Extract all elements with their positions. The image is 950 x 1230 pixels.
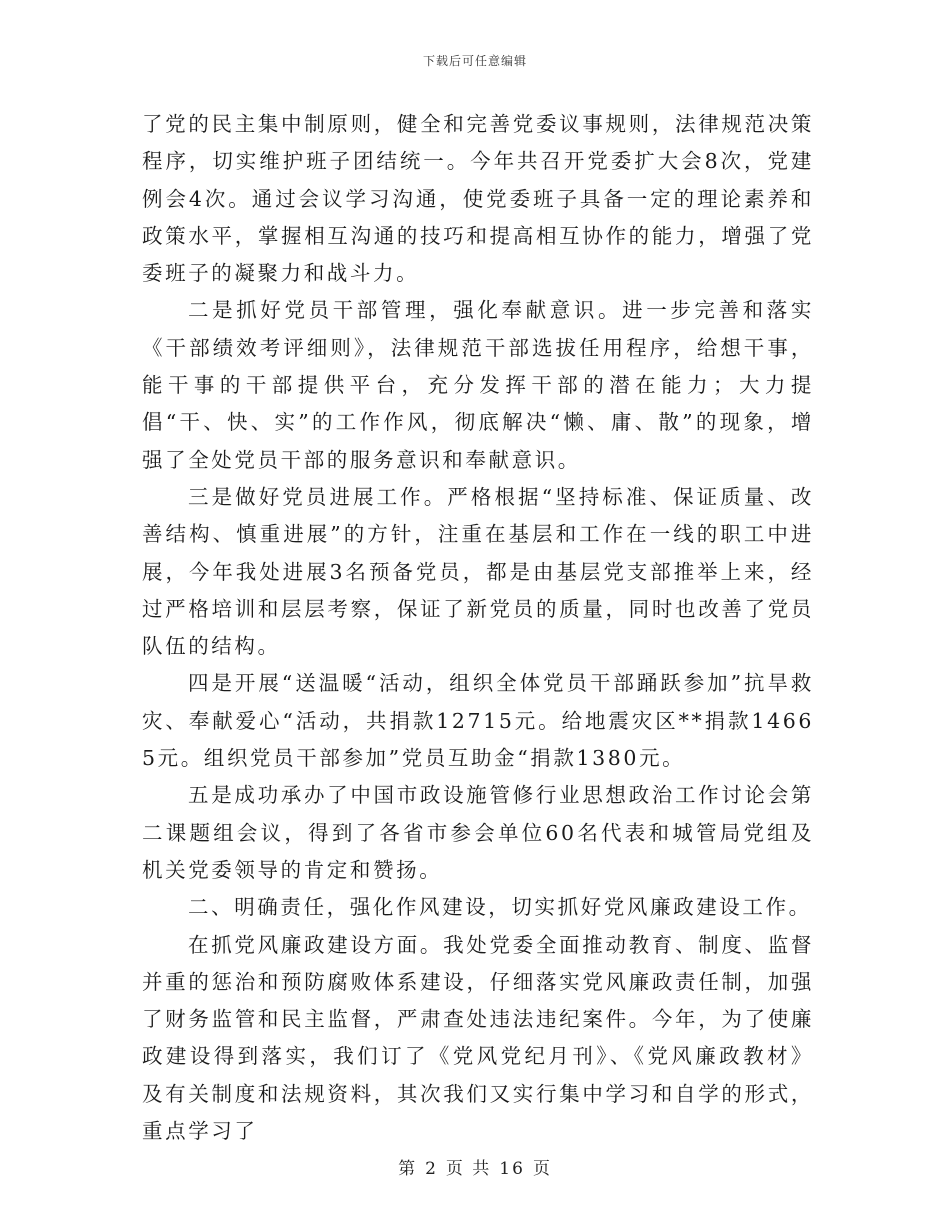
footer-page-number: 2 <box>425 1159 438 1179</box>
paragraph-member-development: 三是做好党员进展工作。严格根据“坚持标准、保证质量、改善结构、慎重进展”的方针，注重在基层和工作在一线的职工中进展，今年我处进展3名预备党员，都是由基层党支部推举上来，经过严格培训和层层考察，保证了新党员的质量，同时也改善了党员队伍的结构。 <box>142 484 814 659</box>
paragraph-anticorruption: 在抓党风廉政建设方面。我处党委全面推动教育、制度、监督并重的惩治和预防腐败体系建设，仔细落实党风廉政责任制，加强了财务监管和民主监督，严肃查处违法违纪案件。今年，为了使廉政建设得到落实，我们订了《党风党纪月刊》、《党风廉政教材》及有关制度和法规资料，其次我们又实行集中学习和自学的形式，重点学习了 <box>142 932 814 1144</box>
footer-middle: 页 共 <box>445 1159 492 1179</box>
section-heading-two: 二、明确责任，强化作风建设，切实抓好党风廉政建设工作。 <box>188 895 812 920</box>
paragraph-cadre-management: 二是抓好党员干部管理，强化奉献意识。进一步完善和落实《干部绩效考评细则》，法律规范干部选拔任用程序，给想干事，能干事的干部提供平台，充分发挥干部的潜在能力；大力提倡“干、快、实”的工作作风，彻底解决“懒、庸、散”的现象，增强了全处党员干部的服务意识和奉献意识。 <box>142 298 814 472</box>
footer-total-pages: 16 <box>499 1159 525 1179</box>
paragraph-continuation: 了党的民主集中制原则，健全和完善党委议事规则，法律规范决策程序，切实维护班子团结统一。今年共召开党委扩大会8次，党建例会4次。通过会议学习沟通，使党委班子具备一定的理论素养和政策水平，掌握相互沟通的技巧和提高相互协作的能力，增强了党委班子的凝聚力和战斗力。 <box>142 112 814 286</box>
footer-suffix: 页 <box>532 1159 552 1179</box>
footer-prefix: 第 <box>398 1159 418 1179</box>
page-header: 下载后可任意编辑 <box>422 54 527 68</box>
page-footer <box>0 1154 950 1179</box>
paragraph-warmth-activity: 四是开展“送温暖“活动，组织全体党员干部踊跃参加”抗旱救灾、奉献爱心“活动，共捐款12715元。给地震灾区**捐款14665元。组织党员干部参加”党员互助金“捐款1380元。 <box>142 671 814 771</box>
paragraph-seminar: 五是成功承办了中国市政设施管修行业思想政治工作讨论会第二课题组会议，得到了各省市参会单位60名代表和城管局党组及机关党委领导的肯定和赞扬。 <box>142 783 814 882</box>
document-body <box>142 106 814 1150</box>
